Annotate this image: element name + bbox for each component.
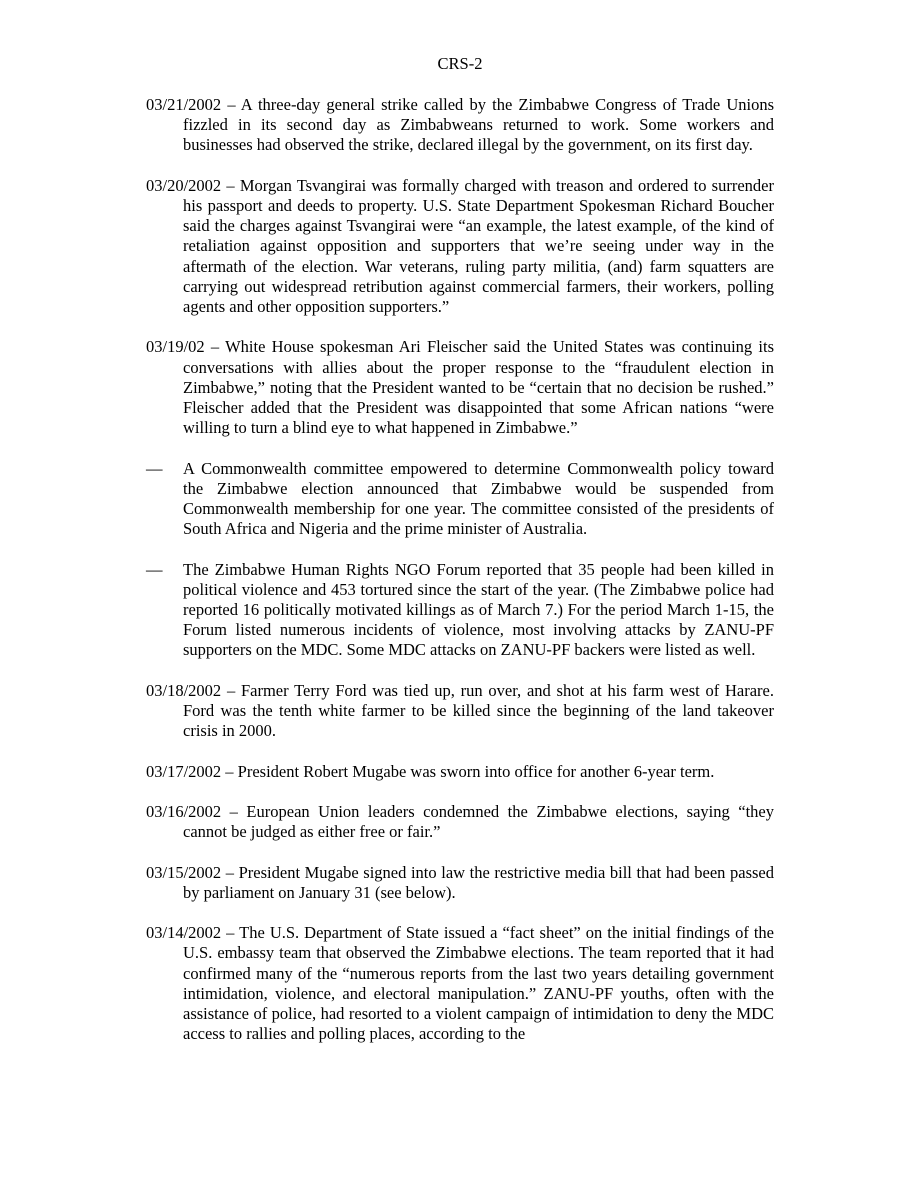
chronology-entry-0321: 03/21/2002 – A three-day general strike called by the Zimbabwe Congress of Trade Unions fizzled in its second day as Zimbabweans returned to work. Some workers and businesses had observed the strike, declared illegal by the government, on its first day.: [146, 95, 774, 155]
chronology-entry-0314: 03/14/2002 – The U.S. Department of State issued a “fact sheet” on the initial findings of the U.S. embassy team that observed the Zimbabwe elections. The team reported that it had confirmed many of the “numerous reports from the last two years detailing government intimidation, violence, and electoral manipulation.” ZANU-PF youths, often with the assistance of police, had resorted to a violent campaign of intimidation to deny the MDC access to rallies and polling places, according to the: [146, 923, 774, 1044]
chronology-entry-0316: 03/16/2002 – European Union leaders condemned the Zimbabwe elections, saying “they cannot be judged as either free or fair.”: [146, 802, 774, 842]
chronology-entry-0319: 03/19/02 – White House spokesman Ari Fleischer said the United States was continuing its conversations with allies about the proper response to the “fraudulent election in Zimbabwe,” noting that the President wanted to be “certain that no decision be rushed.” Fleischer added that the President was disappointed that some African nations “were willing to turn a blind eye to what happened in Zimbabwe.”: [146, 337, 774, 438]
chronology-entry-0315: 03/15/2002 – President Mugabe signed into law the restrictive media bill that had been passed by parliament on January 31 (see below).: [146, 862, 774, 902]
subentry-text: A Commonwealth committee empowered to determine Commonwealth policy toward the Zimbabwe election announced that Zimbabwe would be suspended from Commonwealth membership for one year. The committee consisted of the presidents of South Africa and Nigeria and the prime minister of Australia.: [183, 458, 774, 539]
chronology-entry-0317: 03/17/2002 – President Robert Mugabe was sworn into office for another 6-year term.: [146, 761, 715, 781]
chronology-entries: [146, 95, 774, 1044]
em-dash-marker: —: [146, 458, 163, 478]
subentry-text: The Zimbabwe Human Rights NGO Forum reported that 35 people had been killed in political violence and 453 tortured since the start of the year. (The Zimbabwe police had reported 16 politically motivated killings as of March 7.) For the period March 1-15, the Forum listed numerous incidents of violence, most involving attacks by ZANU-PF supporters on the MDC. Some MDC attacks on ZANU-PF backers were listed as well.: [183, 559, 774, 660]
chronology-entry-0318: 03/18/2002 – Farmer Terry Ford was tied up, run over, and shot at his farm west of Harare. Ford was the tenth white farmer to be killed since the beginning of the land takeover crisis in 2000.: [146, 680, 774, 741]
chronology-subentry-ngo-forum: [146, 560, 774, 661]
page-header: [0, 54, 920, 74]
chronology-entry-0320: 03/20/2002 – Morgan Tsvangirai was formally charged with treason and ordered to surrender his passport and deeds to property. U.S. State Department Spokesman Richard Boucher said the charges against Tsvangirai were “an example, the latest example, of the kind of retaliation against opposition and supporters that we’re seeing under way in the aftermath of the election. War veterans, ruling party militia, (and) farm squatters are carrying out widespread retribution against commercial farmers, their workers, polling agents and other opposition supporters.”: [146, 175, 774, 317]
chronology-subentry-commonwealth: [146, 459, 774, 540]
page-number-label: CRS-2: [437, 54, 483, 73]
em-dash-marker: —: [146, 559, 163, 579]
